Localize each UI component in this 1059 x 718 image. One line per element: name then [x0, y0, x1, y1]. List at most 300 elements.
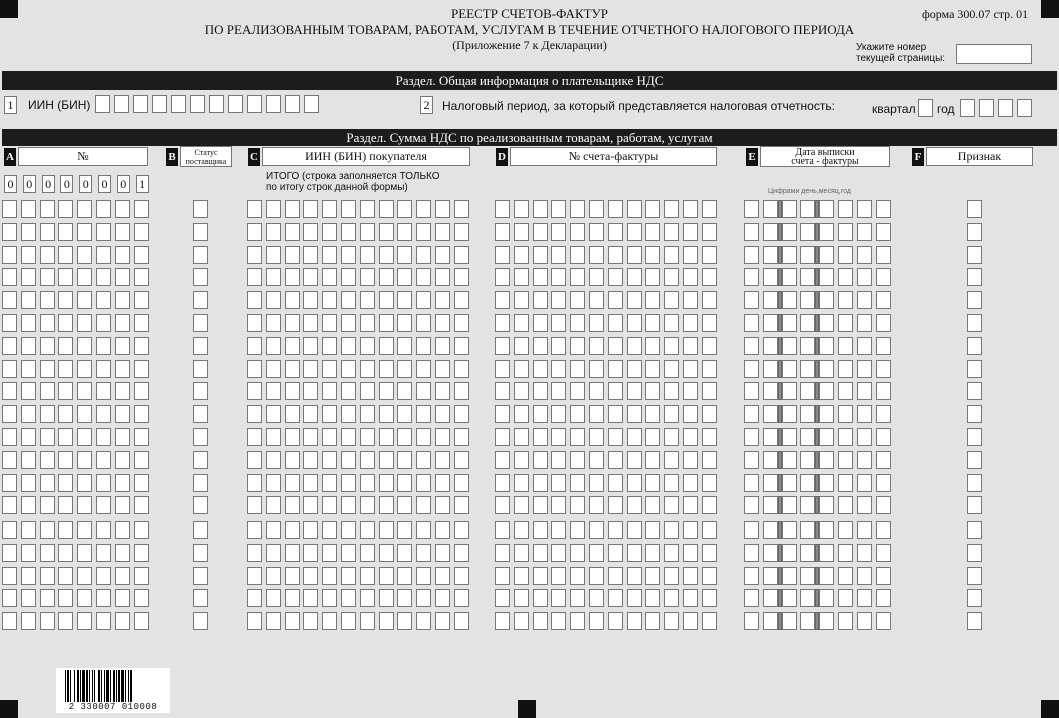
buyer-iin-digit[interactable] — [247, 589, 262, 607]
invoice-date-digit[interactable] — [782, 612, 797, 630]
invoice-number-digit[interactable] — [551, 360, 566, 378]
buyer-iin-digit[interactable] — [341, 567, 356, 585]
invoice-number-digit[interactable] — [683, 589, 698, 607]
row-number-digit[interactable] — [134, 612, 149, 630]
buyer-iin-digit[interactable] — [266, 268, 281, 286]
buyer-iin-digit[interactable] — [303, 428, 318, 446]
buyer-iin-digit[interactable] — [360, 521, 375, 539]
invoice-number-digit[interactable] — [495, 268, 510, 286]
invoice-date-digit[interactable] — [782, 268, 797, 286]
invoice-number-digit[interactable] — [664, 291, 679, 309]
invoice-date-digit[interactable] — [876, 360, 891, 378]
buyer-iin-digit[interactable] — [435, 200, 450, 218]
invoice-date-digit[interactable] — [782, 567, 797, 585]
invoice-number-digit[interactable] — [702, 314, 717, 332]
buyer-iin-digit[interactable] — [322, 337, 337, 355]
buyer-iin-digit[interactable] — [285, 589, 300, 607]
row-number-digit[interactable] — [115, 360, 130, 378]
invoice-date-digit[interactable] — [763, 246, 778, 264]
invoice-date-digit[interactable] — [782, 428, 797, 446]
year-input-digit[interactable] — [998, 99, 1013, 117]
buyer-iin-digit[interactable] — [285, 246, 300, 264]
supplier-status-input[interactable] — [193, 589, 208, 607]
invoice-number-digit[interactable] — [533, 567, 548, 585]
invoice-number-digit[interactable] — [495, 291, 510, 309]
buyer-iin-digit[interactable] — [360, 567, 375, 585]
invoice-date-digit[interactable] — [782, 451, 797, 469]
invoice-number-digit[interactable] — [702, 567, 717, 585]
buyer-iin-digit[interactable] — [454, 405, 469, 423]
invoice-date-digit[interactable] — [744, 567, 759, 585]
invoice-number-digit[interactable] — [645, 428, 660, 446]
invoice-number-digit[interactable] — [551, 200, 566, 218]
invoice-date-digit[interactable] — [819, 405, 834, 423]
attribute-input[interactable] — [967, 268, 982, 286]
invoice-date-digit[interactable] — [744, 428, 759, 446]
row-number-digit[interactable] — [2, 382, 17, 400]
buyer-iin-digit[interactable] — [247, 223, 262, 241]
buyer-iin-digit[interactable] — [360, 405, 375, 423]
row-number-digit[interactable] — [134, 200, 149, 218]
attribute-input[interactable] — [967, 474, 982, 492]
invoice-date-digit[interactable] — [763, 200, 778, 218]
row-number-digit[interactable] — [40, 360, 55, 378]
invoice-number-digit[interactable] — [627, 291, 642, 309]
invoice-date-digit[interactable] — [800, 268, 815, 286]
invoice-date-digit[interactable] — [857, 428, 872, 446]
invoice-date-digit[interactable] — [744, 200, 759, 218]
buyer-iin-digit[interactable] — [397, 567, 412, 585]
invoice-date-digit[interactable] — [763, 337, 778, 355]
row-number-digit[interactable] — [134, 589, 149, 607]
buyer-iin-digit[interactable] — [454, 223, 469, 241]
taxpayer-iin-digit[interactable] — [95, 95, 110, 113]
invoice-date-digit[interactable] — [838, 474, 853, 492]
invoice-number-digit[interactable] — [551, 521, 566, 539]
buyer-iin-digit[interactable] — [303, 405, 318, 423]
buyer-iin-digit[interactable] — [435, 589, 450, 607]
buyer-iin-digit[interactable] — [379, 544, 394, 562]
buyer-iin-digit[interactable] — [247, 337, 262, 355]
buyer-iin-digit[interactable] — [285, 451, 300, 469]
invoice-date-digit[interactable] — [819, 612, 834, 630]
row-number-digit[interactable] — [134, 314, 149, 332]
row-number-digit[interactable] — [21, 268, 36, 286]
buyer-iin-digit[interactable] — [379, 360, 394, 378]
buyer-iin-digit[interactable] — [247, 474, 262, 492]
row-number-digit[interactable] — [58, 314, 73, 332]
buyer-iin-digit[interactable] — [303, 268, 318, 286]
buyer-iin-digit[interactable] — [341, 337, 356, 355]
row-number-digit[interactable] — [58, 337, 73, 355]
row-number-digit[interactable] — [40, 474, 55, 492]
row-number-digit[interactable] — [21, 474, 36, 492]
row-number-digit[interactable] — [2, 567, 17, 585]
invoice-number-digit[interactable] — [664, 521, 679, 539]
invoice-date-digit[interactable] — [763, 496, 778, 514]
invoice-date-digit[interactable] — [800, 521, 815, 539]
invoice-date-digit[interactable] — [763, 291, 778, 309]
invoice-number-digit[interactable] — [514, 451, 529, 469]
invoice-date-digit[interactable] — [876, 382, 891, 400]
row-number-digit[interactable] — [77, 474, 92, 492]
buyer-iin-digit[interactable] — [454, 474, 469, 492]
row-number-digit[interactable] — [2, 223, 17, 241]
buyer-iin-digit[interactable] — [266, 382, 281, 400]
buyer-iin-digit[interactable] — [303, 314, 318, 332]
buyer-iin-digit[interactable] — [303, 223, 318, 241]
row-number-digit[interactable] — [2, 544, 17, 562]
row-number-digit[interactable] — [115, 589, 130, 607]
invoice-number-digit[interactable] — [589, 521, 604, 539]
invoice-number-digit[interactable] — [627, 337, 642, 355]
row-number-digit[interactable] — [115, 612, 130, 630]
row-number-digit[interactable] — [134, 360, 149, 378]
invoice-number-digit[interactable] — [495, 428, 510, 446]
invoice-number-digit[interactable] — [702, 428, 717, 446]
buyer-iin-digit[interactable] — [285, 200, 300, 218]
attribute-input[interactable] — [967, 428, 982, 446]
invoice-number-digit[interactable] — [645, 544, 660, 562]
buyer-iin-digit[interactable] — [303, 451, 318, 469]
taxpayer-iin-digit[interactable] — [114, 95, 129, 113]
invoice-date-digit[interactable] — [876, 223, 891, 241]
row-number-digit[interactable] — [115, 474, 130, 492]
invoice-date-digit[interactable] — [744, 405, 759, 423]
buyer-iin-digit[interactable] — [360, 544, 375, 562]
invoice-number-digit[interactable] — [683, 223, 698, 241]
buyer-iin-digit[interactable] — [322, 360, 337, 378]
invoice-date-digit[interactable] — [838, 382, 853, 400]
invoice-number-digit[interactable] — [702, 200, 717, 218]
invoice-date-digit[interactable] — [819, 268, 834, 286]
row-number-digit[interactable] — [2, 405, 17, 423]
row-number-digit[interactable] — [96, 428, 111, 446]
buyer-iin-digit[interactable] — [322, 496, 337, 514]
buyer-iin-digit[interactable] — [322, 291, 337, 309]
row-number-digit[interactable] — [77, 223, 92, 241]
invoice-date-digit[interactable] — [876, 314, 891, 332]
taxpayer-iin-digit[interactable] — [304, 95, 319, 113]
invoice-number-digit[interactable] — [683, 291, 698, 309]
row-number-digit[interactable] — [21, 291, 36, 309]
invoice-number-digit[interactable] — [570, 567, 585, 585]
taxpayer-iin-digit[interactable] — [152, 95, 167, 113]
row-number-digit[interactable] — [77, 496, 92, 514]
row-number-digit[interactable] — [21, 314, 36, 332]
buyer-iin-digit[interactable] — [360, 612, 375, 630]
invoice-number-digit[interactable] — [683, 428, 698, 446]
invoice-number-digit[interactable] — [683, 496, 698, 514]
buyer-iin-digit[interactable] — [285, 268, 300, 286]
buyer-iin-digit[interactable] — [341, 268, 356, 286]
row-number-digit[interactable] — [2, 612, 17, 630]
supplier-status-input[interactable] — [193, 428, 208, 446]
invoice-number-digit[interactable] — [570, 612, 585, 630]
invoice-number-digit[interactable] — [645, 567, 660, 585]
buyer-iin-digit[interactable] — [435, 521, 450, 539]
invoice-date-digit[interactable] — [819, 589, 834, 607]
taxpayer-iin-digit[interactable] — [133, 95, 148, 113]
row-number-digit[interactable] — [96, 314, 111, 332]
row-number-digit[interactable] — [96, 496, 111, 514]
invoice-number-digit[interactable] — [702, 268, 717, 286]
invoice-date-digit[interactable] — [744, 291, 759, 309]
buyer-iin-digit[interactable] — [435, 223, 450, 241]
row-number-digit[interactable] — [2, 474, 17, 492]
buyer-iin-digit[interactable] — [435, 382, 450, 400]
invoice-number-digit[interactable] — [664, 314, 679, 332]
buyer-iin-digit[interactable] — [416, 382, 431, 400]
buyer-iin-digit[interactable] — [285, 544, 300, 562]
buyer-iin-digit[interactable] — [266, 544, 281, 562]
row-number-digit[interactable] — [40, 612, 55, 630]
invoice-number-digit[interactable] — [645, 337, 660, 355]
invoice-number-digit[interactable] — [570, 360, 585, 378]
invoice-number-digit[interactable] — [627, 589, 642, 607]
buyer-iin-digit[interactable] — [435, 291, 450, 309]
invoice-number-digit[interactable] — [645, 405, 660, 423]
invoice-date-digit[interactable] — [876, 246, 891, 264]
buyer-iin-digit[interactable] — [247, 268, 262, 286]
invoice-number-digit[interactable] — [570, 428, 585, 446]
row-number-digit[interactable] — [21, 337, 36, 355]
invoice-number-digit[interactable] — [551, 291, 566, 309]
invoice-number-digit[interactable] — [533, 223, 548, 241]
invoice-number-digit[interactable] — [627, 223, 642, 241]
row-number-digit[interactable] — [115, 314, 130, 332]
invoice-date-digit[interactable] — [782, 337, 797, 355]
attribute-input[interactable] — [967, 246, 982, 264]
invoice-number-digit[interactable] — [627, 474, 642, 492]
invoice-number-digit[interactable] — [533, 382, 548, 400]
invoice-number-digit[interactable] — [664, 246, 679, 264]
row-number-digit[interactable] — [134, 544, 149, 562]
invoice-number-digit[interactable] — [570, 474, 585, 492]
invoice-number-digit[interactable] — [495, 474, 510, 492]
buyer-iin-digit[interactable] — [303, 246, 318, 264]
invoice-number-digit[interactable] — [514, 200, 529, 218]
buyer-iin-digit[interactable] — [454, 612, 469, 630]
buyer-iin-digit[interactable] — [435, 360, 450, 378]
attribute-input[interactable] — [967, 360, 982, 378]
invoice-number-digit[interactable] — [514, 567, 529, 585]
buyer-iin-digit[interactable] — [303, 382, 318, 400]
row-number-digit[interactable] — [58, 291, 73, 309]
invoice-number-digit[interactable] — [702, 405, 717, 423]
row-number-digit[interactable] — [40, 544, 55, 562]
row-number-digit[interactable] — [40, 268, 55, 286]
buyer-iin-digit[interactable] — [454, 360, 469, 378]
row-number-digit[interactable] — [96, 246, 111, 264]
invoice-date-digit[interactable] — [782, 474, 797, 492]
invoice-date-digit[interactable] — [857, 544, 872, 562]
buyer-iin-digit[interactable] — [266, 223, 281, 241]
buyer-iin-digit[interactable] — [379, 496, 394, 514]
row-number-digit[interactable] — [58, 382, 73, 400]
invoice-date-digit[interactable] — [800, 223, 815, 241]
invoice-date-digit[interactable] — [800, 337, 815, 355]
invoice-date-digit[interactable] — [838, 360, 853, 378]
invoice-date-digit[interactable] — [782, 521, 797, 539]
buyer-iin-digit[interactable] — [379, 405, 394, 423]
invoice-date-digit[interactable] — [838, 567, 853, 585]
supplier-status-input[interactable] — [193, 246, 208, 264]
supplier-status-input[interactable] — [193, 474, 208, 492]
buyer-iin-digit[interactable] — [341, 360, 356, 378]
invoice-number-digit[interactable] — [570, 496, 585, 514]
invoice-number-digit[interactable] — [589, 314, 604, 332]
invoice-number-digit[interactable] — [495, 612, 510, 630]
row-number-digit[interactable] — [40, 314, 55, 332]
buyer-iin-digit[interactable] — [341, 521, 356, 539]
invoice-number-digit[interactable] — [645, 521, 660, 539]
invoice-number-digit[interactable] — [514, 291, 529, 309]
supplier-status-input[interactable] — [193, 544, 208, 562]
invoice-number-digit[interactable] — [570, 291, 585, 309]
supplier-status-input[interactable] — [193, 337, 208, 355]
invoice-date-digit[interactable] — [800, 612, 815, 630]
invoice-date-digit[interactable] — [876, 589, 891, 607]
row-number-digit[interactable] — [77, 451, 92, 469]
buyer-iin-digit[interactable] — [322, 382, 337, 400]
invoice-date-digit[interactable] — [744, 496, 759, 514]
supplier-status-input[interactable] — [193, 567, 208, 585]
buyer-iin-digit[interactable] — [266, 567, 281, 585]
invoice-date-digit[interactable] — [857, 200, 872, 218]
row-number-digit[interactable] — [21, 405, 36, 423]
row-number-digit[interactable] — [58, 223, 73, 241]
buyer-iin-digit[interactable] — [322, 246, 337, 264]
buyer-iin-digit[interactable] — [416, 544, 431, 562]
buyer-iin-digit[interactable] — [397, 337, 412, 355]
invoice-date-digit[interactable] — [782, 405, 797, 423]
invoice-number-digit[interactable] — [627, 382, 642, 400]
buyer-iin-digit[interactable] — [247, 496, 262, 514]
invoice-number-digit[interactable] — [495, 246, 510, 264]
buyer-iin-digit[interactable] — [360, 246, 375, 264]
row-number-digit[interactable] — [40, 382, 55, 400]
buyer-iin-digit[interactable] — [416, 268, 431, 286]
buyer-iin-digit[interactable] — [454, 451, 469, 469]
row-number-digit[interactable] — [58, 474, 73, 492]
buyer-iin-digit[interactable] — [322, 223, 337, 241]
attribute-input[interactable] — [967, 521, 982, 539]
row-number-digit[interactable] — [134, 428, 149, 446]
invoice-number-digit[interactable] — [551, 246, 566, 264]
buyer-iin-digit[interactable] — [341, 474, 356, 492]
invoice-number-digit[interactable] — [645, 268, 660, 286]
invoice-number-digit[interactable] — [645, 223, 660, 241]
row-number-digit[interactable] — [58, 428, 73, 446]
buyer-iin-digit[interactable] — [322, 474, 337, 492]
invoice-number-digit[interactable] — [514, 428, 529, 446]
invoice-date-digit[interactable] — [782, 589, 797, 607]
invoice-number-digit[interactable] — [702, 223, 717, 241]
invoice-number-digit[interactable] — [514, 246, 529, 264]
year-input-digit[interactable] — [1017, 99, 1032, 117]
invoice-date-digit[interactable] — [782, 223, 797, 241]
supplier-status-input[interactable] — [193, 382, 208, 400]
buyer-iin-digit[interactable] — [322, 268, 337, 286]
buyer-iin-digit[interactable] — [360, 496, 375, 514]
invoice-number-digit[interactable] — [702, 451, 717, 469]
invoice-number-digit[interactable] — [533, 360, 548, 378]
invoice-number-digit[interactable] — [683, 246, 698, 264]
invoice-number-digit[interactable] — [608, 544, 623, 562]
row-number-digit[interactable] — [58, 496, 73, 514]
invoice-number-digit[interactable] — [570, 589, 585, 607]
invoice-number-digit[interactable] — [664, 405, 679, 423]
buyer-iin-digit[interactable] — [397, 223, 412, 241]
buyer-iin-digit[interactable] — [285, 223, 300, 241]
supplier-status-input[interactable] — [193, 200, 208, 218]
invoice-number-digit[interactable] — [608, 567, 623, 585]
invoice-number-digit[interactable] — [664, 544, 679, 562]
invoice-date-digit[interactable] — [744, 268, 759, 286]
buyer-iin-digit[interactable] — [379, 612, 394, 630]
row-number-digit[interactable] — [21, 360, 36, 378]
invoice-number-digit[interactable] — [702, 496, 717, 514]
row-number-digit[interactable] — [115, 567, 130, 585]
buyer-iin-digit[interactable] — [435, 428, 450, 446]
buyer-iin-digit[interactable] — [285, 428, 300, 446]
buyer-iin-digit[interactable] — [379, 314, 394, 332]
buyer-iin-digit[interactable] — [247, 521, 262, 539]
row-number-digit[interactable] — [2, 314, 17, 332]
buyer-iin-digit[interactable] — [416, 405, 431, 423]
invoice-number-digit[interactable] — [608, 405, 623, 423]
buyer-iin-digit[interactable] — [454, 268, 469, 286]
buyer-iin-digit[interactable] — [266, 405, 281, 423]
invoice-date-digit[interactable] — [763, 314, 778, 332]
invoice-number-digit[interactable] — [533, 612, 548, 630]
invoice-number-digit[interactable] — [533, 200, 548, 218]
invoice-date-digit[interactable] — [857, 521, 872, 539]
row-number-digit[interactable] — [115, 405, 130, 423]
invoice-number-digit[interactable] — [645, 451, 660, 469]
invoice-number-digit[interactable] — [570, 314, 585, 332]
buyer-iin-digit[interactable] — [397, 405, 412, 423]
invoice-number-digit[interactable] — [589, 405, 604, 423]
invoice-date-digit[interactable] — [838, 451, 853, 469]
row-number-digit[interactable] — [96, 291, 111, 309]
attribute-input[interactable] — [967, 382, 982, 400]
taxpayer-iin-digit[interactable] — [190, 95, 205, 113]
invoice-number-digit[interactable] — [495, 200, 510, 218]
invoice-date-digit[interactable] — [782, 291, 797, 309]
buyer-iin-digit[interactable] — [303, 496, 318, 514]
invoice-number-digit[interactable] — [533, 405, 548, 423]
buyer-iin-digit[interactable] — [360, 268, 375, 286]
row-number-digit[interactable] — [2, 589, 17, 607]
invoice-number-digit[interactable] — [495, 589, 510, 607]
invoice-number-digit[interactable] — [664, 451, 679, 469]
buyer-iin-digit[interactable] — [397, 451, 412, 469]
buyer-iin-digit[interactable] — [266, 521, 281, 539]
row-number-digit[interactable] — [21, 612, 36, 630]
buyer-iin-digit[interactable] — [341, 612, 356, 630]
row-number-digit[interactable] — [115, 382, 130, 400]
invoice-date-digit[interactable] — [857, 314, 872, 332]
buyer-iin-digit[interactable] — [397, 496, 412, 514]
invoice-number-digit[interactable] — [551, 405, 566, 423]
invoice-number-digit[interactable] — [514, 360, 529, 378]
supplier-status-input[interactable] — [193, 314, 208, 332]
buyer-iin-digit[interactable] — [247, 544, 262, 562]
buyer-iin-digit[interactable] — [379, 337, 394, 355]
invoice-number-digit[interactable] — [551, 496, 566, 514]
